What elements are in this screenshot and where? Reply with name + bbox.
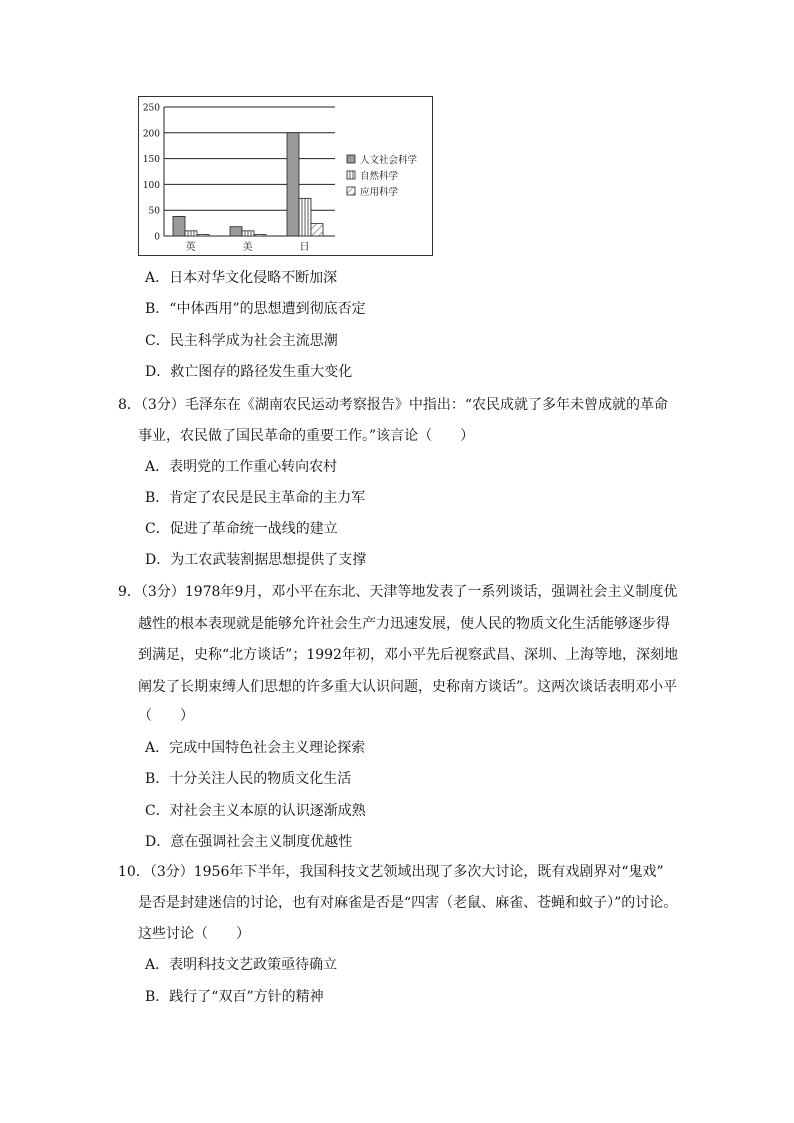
x-tick-label: 美 xyxy=(242,242,253,253)
legend-label: 自然科学 xyxy=(360,171,399,182)
legend-swatch xyxy=(347,187,355,195)
q8-option: B．肯定了农民是民主革命的主力军 xyxy=(145,490,366,506)
q8-option: C．促进了革命统一战线的建立 xyxy=(145,521,338,537)
bar-2 xyxy=(185,231,197,236)
bar-3 xyxy=(311,224,323,236)
chart-svg xyxy=(139,97,434,257)
q8-option: D．为工农武装割据思想提供了支撑 xyxy=(145,552,367,568)
y-tick-label: 200 xyxy=(142,129,160,140)
bar-2 xyxy=(242,231,254,236)
q8-stem-line: 事业，农民做了国民革命的重要工作。”该言论（ ） xyxy=(138,428,475,444)
q8-option: A．表明党的工作重心转向农村 xyxy=(145,459,338,475)
bar-3 xyxy=(254,234,266,236)
q9-option: A．完成中国特色社会主义理论探索 xyxy=(145,740,366,756)
bar-1 xyxy=(173,216,185,236)
q9-option: C．对社会主义本原的认识逐渐成熟 xyxy=(145,803,366,819)
q9-stem-line: 到满足，史称“北方谈话”；1992年初，邓小平先后视察武昌、深圳、上海等地，深刻地 xyxy=(138,647,678,663)
q9-stem-line: （ ） xyxy=(138,708,194,724)
legend-label: 应用科学 xyxy=(360,187,399,198)
q9-option: B．十分关注人民的物质文化生活 xyxy=(145,771,352,787)
y-tick-label: 250 xyxy=(142,103,160,114)
q7-option: D．救亡图存的路径发生重大变化 xyxy=(145,364,353,380)
y-tick-label: 50 xyxy=(148,206,160,217)
q10-stem-line: 10．（3分）1956年下半年，我国科技文艺领域出现了多次大讨论，既有戏剧界对“鬼戏” xyxy=(118,864,664,880)
q8-stem-line: 8．（3分）毛泽东在《湖南农民运动考察报告》中指出：“农民成就了多年未曾成就的革命 xyxy=(118,397,668,413)
bar-chart xyxy=(138,96,433,256)
bar-2 xyxy=(299,198,311,236)
q9-stem-line: 阐发了长期束缚人们思想的许多重大认识问题，史称南方谈话”。这两次谈话表明邓小平 xyxy=(138,679,678,695)
x-tick-label: 英 xyxy=(185,242,196,253)
q7-option: A．日本对华文化侵略不断加深 xyxy=(145,270,338,286)
y-tick-label: 150 xyxy=(142,155,160,166)
x-tick-label: 日 xyxy=(299,242,310,253)
bar-1 xyxy=(230,227,242,236)
bar-3 xyxy=(197,234,209,236)
q9-stem-line: 越性的根本表现就是能够允许社会生产力迅速发展，使人民的物质文化生活能够逐步得 xyxy=(138,616,670,632)
q9-option: D．意在强调社会主义制度优越性 xyxy=(145,834,353,850)
q10-option: A．表明科技文艺政策亟待确立 xyxy=(145,957,338,973)
q7-option: C．民主科学成为社会主流思潮 xyxy=(145,333,338,349)
legend-swatch xyxy=(347,155,355,163)
q10-option: B．践行了“双百”方针的精神 xyxy=(145,989,324,1005)
bar-1 xyxy=(287,133,299,236)
q10-stem-line: 这些讨论（ ） xyxy=(138,926,250,942)
y-tick-label: 100 xyxy=(142,180,160,191)
q9-stem-line: 9．（3分）1978年9月，邓小平在东北、天津等地发表了一系列谈话，强调社会主义制度优 xyxy=(118,584,678,600)
q10-stem-line: 是否是封建迷信的讨论，也有对麻雀是否是“四害（老鼠、麻雀、苍蝇和蚊子）”的讨论。 xyxy=(138,895,678,911)
legend-label: 人文社会科学 xyxy=(360,155,418,166)
q7-option: B．“中体西用”的思想遭到彻底否定 xyxy=(145,301,366,317)
y-tick-label: 0 xyxy=(154,232,160,243)
legend-swatch xyxy=(347,171,355,179)
